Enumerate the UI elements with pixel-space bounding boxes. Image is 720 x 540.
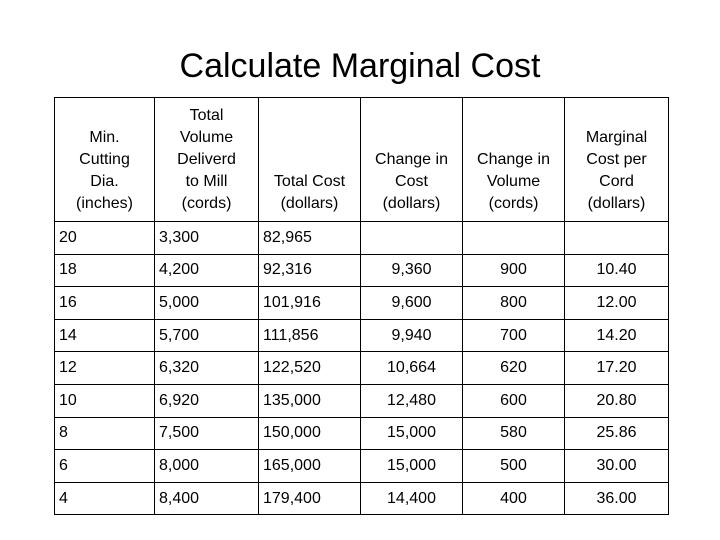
table-cell: 9,360 bbox=[361, 254, 463, 287]
table-cell: 400 bbox=[463, 482, 565, 515]
header-line: (dollars) bbox=[280, 195, 339, 212]
table-cell: 14.20 bbox=[565, 319, 669, 352]
table-cell: 122,520 bbox=[259, 352, 361, 385]
table-cell: 25.86 bbox=[565, 417, 669, 450]
table-cell: 900 bbox=[463, 254, 565, 287]
header-line: Change in bbox=[375, 151, 448, 168]
header-line: Cost bbox=[395, 173, 428, 190]
table-cell: 10.40 bbox=[565, 254, 669, 287]
table-header-row bbox=[55, 98, 669, 222]
table-cell: 20.80 bbox=[565, 384, 669, 417]
table-cell: 150,000 bbox=[259, 417, 361, 450]
table-cell: 15,000 bbox=[361, 450, 463, 483]
table-cell: 620 bbox=[463, 352, 565, 385]
table-cell bbox=[565, 222, 669, 255]
header-min-cutting-dia bbox=[55, 98, 155, 222]
table-cell: 14 bbox=[55, 319, 155, 352]
table-cell: 580 bbox=[463, 417, 565, 450]
table-cell: 15,000 bbox=[361, 417, 463, 450]
table-cell: 10,664 bbox=[361, 352, 463, 385]
table-row bbox=[55, 384, 669, 417]
table-cell: 14,400 bbox=[361, 482, 463, 515]
table-body bbox=[55, 222, 669, 515]
table-cell: 17.20 bbox=[565, 352, 669, 385]
table-row bbox=[55, 417, 669, 450]
table-cell: 92,316 bbox=[259, 254, 361, 287]
table-cell: 179,400 bbox=[259, 482, 361, 515]
header-line: to Mill bbox=[185, 173, 228, 190]
table-cell: 30.00 bbox=[565, 450, 669, 483]
header-line: Cord bbox=[599, 173, 634, 190]
table-cell: 82,965 bbox=[259, 222, 361, 255]
table-cell: 9,600 bbox=[361, 287, 463, 320]
table-cell: 8,400 bbox=[155, 482, 259, 515]
table-cell: 20 bbox=[55, 222, 155, 255]
header-line: (inches) bbox=[76, 195, 133, 212]
table-cell: 6,920 bbox=[155, 384, 259, 417]
header-line: Deliverd bbox=[177, 151, 236, 168]
header-line: Change in bbox=[477, 151, 550, 168]
table-row bbox=[55, 254, 669, 287]
table-cell: 18 bbox=[55, 254, 155, 287]
table-row bbox=[55, 287, 669, 320]
table-cell: 12 bbox=[55, 352, 155, 385]
header-line: (dollars) bbox=[587, 195, 646, 212]
header-marginal-cost bbox=[565, 98, 669, 222]
header-line: Dia. bbox=[90, 173, 119, 190]
header-line: Total bbox=[189, 107, 224, 124]
table-cell: 4,200 bbox=[155, 254, 259, 287]
table-cell: 36.00 bbox=[565, 482, 669, 515]
table-row bbox=[55, 352, 669, 385]
table-cell: 700 bbox=[463, 319, 565, 352]
table-cell: 5,000 bbox=[155, 287, 259, 320]
table-cell: 6 bbox=[55, 450, 155, 483]
table-row bbox=[55, 450, 669, 483]
table-cell: 165,000 bbox=[259, 450, 361, 483]
table-cell: 8 bbox=[55, 417, 155, 450]
marginal-cost-table bbox=[54, 97, 669, 515]
table-cell: 7,500 bbox=[155, 417, 259, 450]
table-row bbox=[55, 319, 669, 352]
table-cell: 9,940 bbox=[361, 319, 463, 352]
table-cell: 4 bbox=[55, 482, 155, 515]
table-cell: 5,700 bbox=[155, 319, 259, 352]
table-cell: 3,300 bbox=[155, 222, 259, 255]
table-cell: 12.00 bbox=[565, 287, 669, 320]
header-line: Marginal bbox=[585, 129, 648, 146]
table-cell: 101,916 bbox=[259, 287, 361, 320]
header-line: (cords) bbox=[488, 195, 539, 212]
table-cell bbox=[463, 222, 565, 255]
header-total-volume bbox=[155, 98, 259, 222]
table-cell: 111,856 bbox=[259, 319, 361, 352]
header-line: Volume bbox=[486, 173, 541, 190]
header-total-cost bbox=[259, 98, 361, 222]
table-cell: 6,320 bbox=[155, 352, 259, 385]
slide-title: Calculate Marginal Cost bbox=[179, 47, 541, 85]
header-change-in-cost bbox=[361, 98, 463, 222]
header-change-in-volume bbox=[463, 98, 565, 222]
header-line: Cost per bbox=[586, 151, 647, 168]
header-line: Cutting bbox=[79, 151, 130, 168]
table-row bbox=[55, 222, 669, 255]
table-cell bbox=[361, 222, 463, 255]
table-cell: 500 bbox=[463, 450, 565, 483]
table-cell: 10 bbox=[55, 384, 155, 417]
table-cell: 135,000 bbox=[259, 384, 361, 417]
header-line: Total Cost bbox=[273, 173, 346, 190]
header-line: Min. bbox=[89, 129, 120, 146]
table-cell: 8,000 bbox=[155, 450, 259, 483]
table-cell: 12,480 bbox=[361, 384, 463, 417]
table-row bbox=[55, 482, 669, 515]
header-line: (cords) bbox=[181, 195, 232, 212]
header-line: (dollars) bbox=[382, 195, 441, 212]
table-cell: 800 bbox=[463, 287, 565, 320]
table-cell: 16 bbox=[55, 287, 155, 320]
table-cell: 600 bbox=[463, 384, 565, 417]
header-line: Volume bbox=[179, 129, 234, 146]
